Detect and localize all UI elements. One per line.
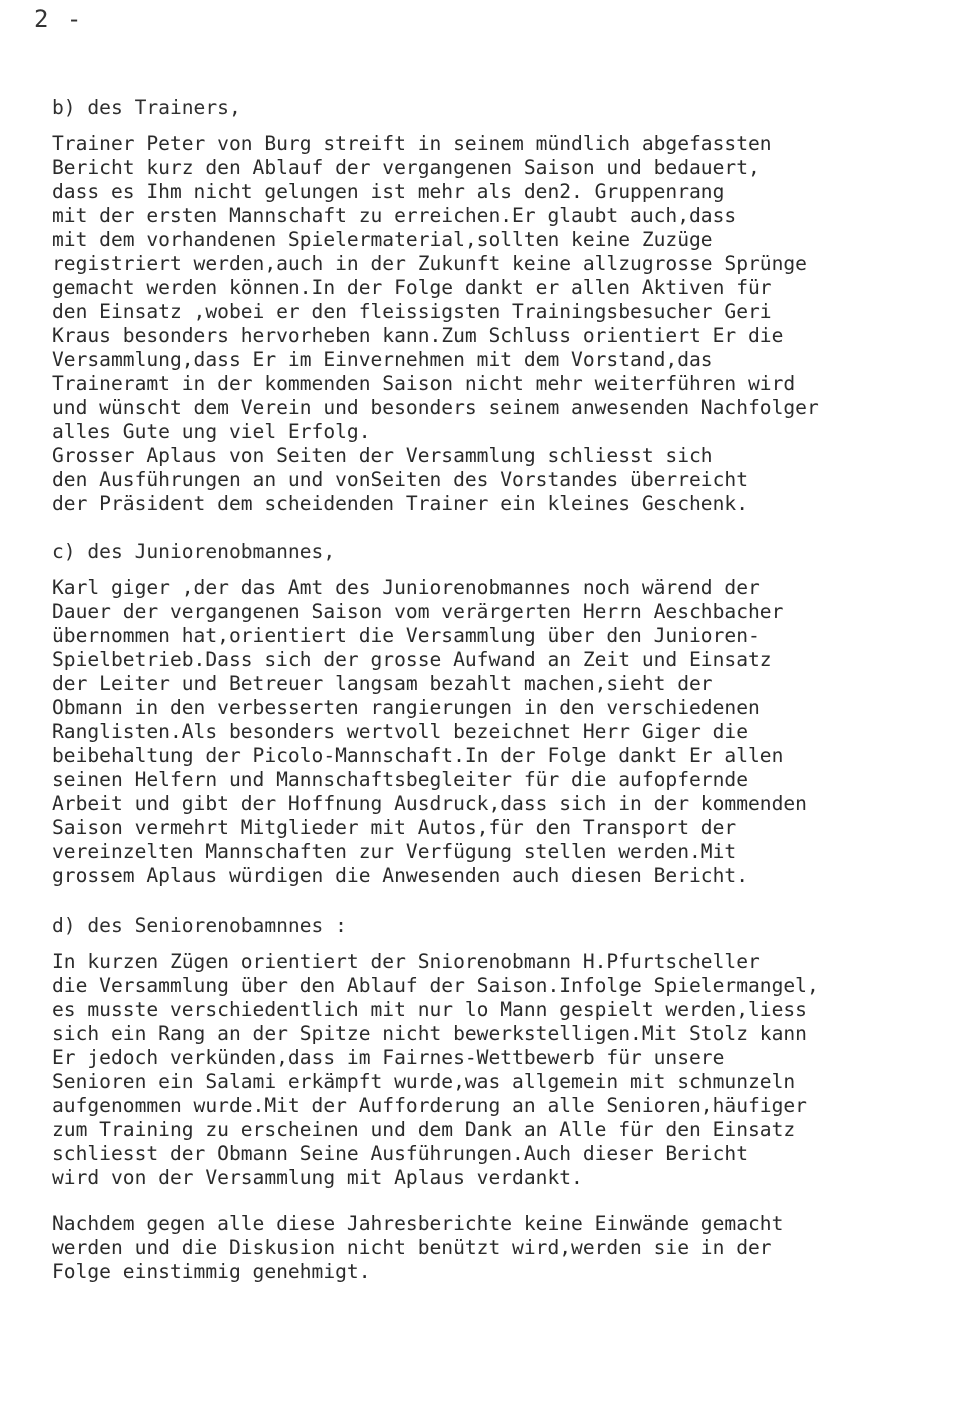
- text-line: zum Training zu erscheinen und dem Dank an Alle für den Einsatz: [52, 1118, 796, 1141]
- text-line: der Leiter und Betreuer langsam bezahlt machen,sieht der: [52, 672, 713, 695]
- text-line: registriert werden,auch in der Zukunft keine allzugrosse Sprünge: [52, 252, 807, 275]
- text-line: mit dem vorhandenen Spielermaterial,sollten keine Zuzüge: [52, 228, 713, 251]
- text-line: mit der ersten Mannschaft zu erreichen.Er glaubt auch,dass: [52, 204, 737, 227]
- text-line: Nachdem gegen alle diese Jahresberichte keine Einwände gemacht: [52, 1212, 784, 1235]
- text-line: Dauer der vergangenen Saison vom verärgerten Herrn Aeschbacher: [52, 600, 784, 623]
- text-line: Traineramt in der kommenden Saison nicht mehr weiterführen wird: [52, 372, 796, 395]
- text-line: Grosser Aplaus von Seiten der Versammlung schliesst sich: [52, 444, 713, 467]
- paragraph-closing: [52, 1212, 932, 1284]
- text-line: sich ein Rang an der Spitze nicht bewerkstelligen.Mit Stolz kann: [52, 1022, 807, 1045]
- text-line: schliesst der Obmann Seine Ausführungen.Auch dieser Bericht: [52, 1142, 748, 1165]
- section-heading-junioren: [52, 540, 932, 564]
- text-line: Trainer Peter von Burg streift in seinem mündlich abgefassten: [52, 132, 772, 155]
- text-line: Saison vermehrt Mitglieder mit Autos,für den Transport der: [52, 816, 737, 839]
- text-line: Kraus besonders hervorheben kann.Zum Schluss orientiert Er die: [52, 324, 784, 347]
- section-heading-trainer: [52, 96, 932, 120]
- text-line: Arbeit und gibt der Hoffnung Ausdruck,dass sich in der kommenden: [52, 792, 807, 815]
- text-line: aufgenommen wurde.Mit der Aufforderung an alle Senioren,häufiger: [52, 1094, 807, 1117]
- text-line: Spielbetrieb.Dass sich der grosse Aufwand an Zeit und Einsatz: [52, 648, 772, 671]
- text-line: gemacht werden können.In der Folge dankt er allen Aktiven für: [52, 276, 772, 299]
- text-line: alles Gute ung viel Erfolg.: [52, 420, 371, 443]
- text-line: den Ausführungen an und vonSeiten des Vorstandes überreicht: [52, 468, 748, 491]
- text-line: es musste verschiedentlich mit nur lo Mann gespielt werden,liess: [52, 998, 807, 1021]
- page-number: 2 -: [34, 5, 84, 33]
- text-line: Senioren ein Salami erkämpft wurde,was allgemein mit schmunzeln: [52, 1070, 796, 1093]
- text-line: den Einsatz ,wobei er den fleissigsten Trainingsbesucher Geri: [52, 300, 772, 323]
- text-line: Er jedoch verkünden,dass im Fairnes-Wettbewerb für unsere: [52, 1046, 725, 1069]
- text-line: Bericht kurz den Ablauf der vergangenen Saison und bedauert,: [52, 156, 760, 179]
- text-line: übernommen hat,orientiert die Versammlung über den Junioren-: [52, 624, 760, 647]
- text-line: dass es Ihm nicht gelungen ist mehr als den2. Gruppenrang: [52, 180, 725, 203]
- paragraph-senioren: [52, 950, 932, 1190]
- text-line: Versammlung,dass Er im Einvernehmen mit dem Vorstand,das: [52, 348, 713, 371]
- text-line: grossem Aplaus würdigen die Anwesenden auch diesen Bericht.: [52, 864, 748, 887]
- text-line: In kurzen Zügen orientiert der Sniorenobmann H.Pfurtscheller: [52, 950, 760, 973]
- section-heading-senioren: [52, 914, 932, 938]
- heading-line: c) des Juniorenobmannes,: [52, 540, 336, 563]
- heading-line: d) des Seniorenobamnnes :: [52, 914, 347, 937]
- text-line: Karl giger ,der das Amt des Juniorenobmannes noch wärend der: [52, 576, 760, 599]
- text-line: Obmann in den verbesserten rangierungen in den verschiedenen: [52, 696, 760, 719]
- text-line: werden und die Diskusion nicht benützt wird,werden sie in der: [52, 1236, 772, 1259]
- text-line: der Präsident dem scheidenden Trainer ein kleines Geschenk.: [52, 492, 748, 515]
- text-line: Ranglisten.Als besonders wertvoll bezeichnet Herr Giger die: [52, 720, 748, 743]
- text-line: wird von der Versammlung mit Aplaus verdankt.: [52, 1166, 583, 1189]
- paragraph-trainer: [52, 132, 932, 516]
- paragraph-junioren: [52, 576, 932, 888]
- text-line: und wünscht dem Verein und besonders seinem anwesenden Nachfolger: [52, 396, 819, 419]
- text-line: Folge einstimmig genehmigt.: [52, 1260, 371, 1283]
- text-line: die Versammlung über den Ablauf der Saison.Infolge Spielermangel,: [52, 974, 819, 997]
- heading-line: b) des Trainers,: [52, 96, 241, 119]
- text-line: vereinzelten Mannschaften zur Verfügung stellen werden.Mit: [52, 840, 737, 863]
- text-line: beibehaltung der Picolo-Mannschaft.In der Folge dankt Er allen: [52, 744, 784, 767]
- text-line: seinen Helfern und Mannschaftsbegleiter für die aufopfernde: [52, 768, 748, 791]
